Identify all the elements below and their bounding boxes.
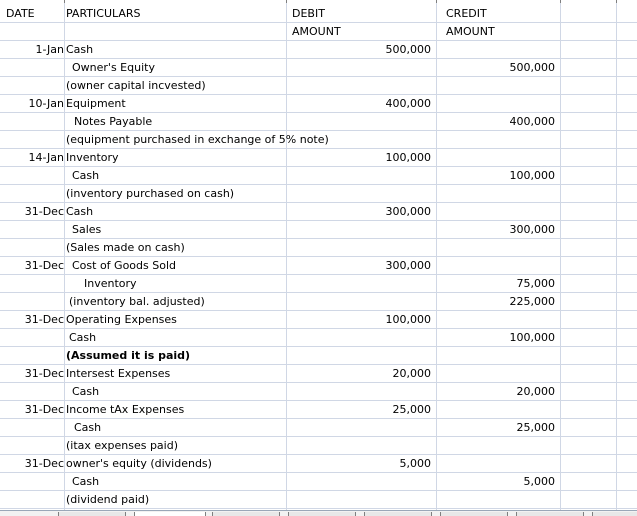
date-cell[interactable]: [0, 185, 64, 202]
debit-cell[interactable]: [288, 167, 431, 184]
column-header-edge: [286, 0, 287, 3]
date-cell[interactable]: [0, 167, 64, 184]
header-debit-amount[interactable]: AMOUNT: [292, 25, 341, 38]
credit-cell[interactable]: [440, 257, 555, 274]
journal-row[interactable]: [0, 149, 637, 167]
sheet-tab-bar: [0, 510, 637, 516]
debit-cell[interactable]: [288, 437, 431, 454]
column-header-edge: [616, 0, 617, 3]
particulars-cell[interactable]: (owner capital incvested): [66, 79, 206, 92]
date-cell[interactable]: 31-Dec: [24, 313, 64, 326]
header-row-sub[interactable]: [0, 23, 637, 41]
journal-row[interactable]: [0, 491, 637, 509]
journal-row[interactable]: [0, 365, 637, 383]
credit-cell[interactable]: [440, 491, 555, 508]
particulars-cell[interactable]: Cash: [72, 169, 100, 182]
particulars-cell[interactable]: Cash: [66, 43, 94, 56]
credit-cell[interactable]: [440, 455, 555, 472]
debit-cell[interactable]: [288, 419, 431, 436]
particulars-cell[interactable]: Cash: [74, 421, 102, 434]
credit-cell[interactable]: 100,000: [509, 331, 555, 344]
journal-row[interactable]: [0, 95, 637, 113]
credit-cell[interactable]: [440, 311, 555, 328]
debit-cell[interactable]: [288, 239, 431, 256]
credit-cell[interactable]: [440, 347, 555, 364]
particulars-cell[interactable]: Cost of Goods Sold: [72, 259, 176, 272]
credit-cell[interactable]: [440, 41, 555, 58]
debit-cell[interactable]: 25,000: [392, 403, 431, 416]
date-cell[interactable]: [0, 437, 64, 454]
credit-cell[interactable]: 100,000: [509, 169, 555, 182]
journal-row[interactable]: [0, 77, 637, 95]
credit-cell[interactable]: 500,000: [509, 61, 555, 74]
journal-row[interactable]: [0, 473, 637, 491]
journal-row[interactable]: [0, 437, 637, 455]
debit-cell[interactable]: [288, 185, 431, 202]
journal-row[interactable]: [0, 311, 637, 329]
journal-row[interactable]: [0, 455, 637, 473]
sheet-tab-active[interactable]: [134, 512, 206, 516]
date-cell[interactable]: [0, 293, 64, 310]
journal-row[interactable]: [0, 203, 637, 221]
credit-cell[interactable]: [440, 203, 555, 220]
debit-cell[interactable]: [288, 329, 431, 346]
date-cell[interactable]: [0, 239, 64, 256]
journal-row[interactable]: [0, 131, 637, 149]
date-cell[interactable]: [0, 419, 64, 436]
journal-row[interactable]: [0, 347, 637, 365]
sheet-tab[interactable]: [440, 512, 508, 516]
particulars-cell[interactable]: (Assumed it is paid): [66, 349, 191, 362]
sheet-tab[interactable]: [58, 512, 126, 516]
particulars-cell[interactable]: Cash: [72, 385, 100, 398]
journal-row[interactable]: [0, 293, 637, 311]
debit-cell[interactable]: 100,000: [385, 151, 431, 164]
debit-cell[interactable]: 400,000: [385, 97, 431, 110]
particulars-cell[interactable]: (inventory purchased on cash): [66, 187, 235, 200]
date-cell[interactable]: 14-Jan: [28, 151, 64, 164]
debit-cell[interactable]: 300,000: [385, 259, 431, 272]
credit-cell[interactable]: [440, 437, 555, 454]
journal-row[interactable]: [0, 275, 637, 293]
journal-row[interactable]: [0, 383, 637, 401]
particulars-cell[interactable]: Notes Payable: [74, 115, 153, 128]
date-cell[interactable]: [0, 131, 64, 148]
journal-row[interactable]: [0, 185, 637, 203]
debit-cell[interactable]: [288, 383, 431, 400]
date-cell[interactable]: [0, 329, 64, 346]
particulars-cell[interactable]: Intersest Expenses: [66, 367, 171, 380]
particulars-cell[interactable]: (equipment purchased in exchange of 5% note): [66, 133, 329, 146]
debit-cell[interactable]: [288, 347, 431, 364]
credit-cell[interactable]: 225,000: [509, 295, 555, 308]
journal-row[interactable]: [0, 221, 637, 239]
journal-row[interactable]: [0, 401, 637, 419]
date-cell[interactable]: [0, 383, 64, 400]
debit-cell[interactable]: 500,000: [385, 43, 431, 56]
credit-cell[interactable]: [440, 131, 555, 148]
particulars-cell[interactable]: (inventory bal. adjusted): [69, 295, 205, 308]
debit-cell[interactable]: 300,000: [385, 205, 431, 218]
particulars-cell[interactable]: Owner's Equity: [72, 61, 155, 74]
header-particulars[interactable]: PARTICULARS: [66, 7, 141, 20]
date-cell[interactable]: 31-Dec: [24, 259, 64, 272]
credit-cell[interactable]: [440, 239, 555, 256]
date-cell[interactable]: 31-Dec: [24, 403, 64, 416]
debit-cell[interactable]: [288, 131, 431, 148]
credit-cell[interactable]: [440, 185, 555, 202]
particulars-cell[interactable]: Operating Expenses: [66, 313, 177, 326]
credit-cell[interactable]: 300,000: [509, 223, 555, 236]
credit-cell[interactable]: 20,000: [516, 385, 555, 398]
particulars-cell[interactable]: Cash: [66, 205, 94, 218]
particulars-cell[interactable]: Inventory: [66, 151, 119, 164]
debit-cell[interactable]: [288, 275, 431, 292]
column-header-edge: [64, 0, 65, 3]
sheet-tab[interactable]: [364, 512, 432, 516]
journal-row[interactable]: [0, 329, 637, 347]
date-cell[interactable]: [0, 491, 64, 508]
particulars-cell[interactable]: owner's equity (dividends): [66, 457, 212, 470]
credit-cell[interactable]: [440, 365, 555, 382]
journal-row[interactable]: [0, 59, 637, 77]
credit-cell[interactable]: 400,000: [509, 115, 555, 128]
credit-cell[interactable]: [440, 401, 555, 418]
journal-row[interactable]: [0, 419, 637, 437]
credit-cell[interactable]: [440, 77, 555, 94]
header-credit-amount[interactable]: AMOUNT: [446, 25, 495, 38]
journal-row[interactable]: [0, 41, 637, 59]
date-cell[interactable]: [0, 347, 64, 364]
credit-cell[interactable]: [440, 149, 555, 166]
journal-row[interactable]: [0, 167, 637, 185]
particulars-cell[interactable]: Inventory: [84, 277, 137, 290]
particulars-cell[interactable]: Cash: [72, 475, 100, 488]
debit-cell[interactable]: [288, 491, 431, 508]
date-cell[interactable]: 31-Dec: [24, 457, 64, 470]
credit-cell[interactable]: 5,000: [523, 475, 555, 488]
debit-cell[interactable]: [288, 293, 431, 310]
journal-row[interactable]: [0, 239, 637, 257]
debit-cell[interactable]: [288, 113, 431, 130]
particulars-cell[interactable]: Income tAx Expenses: [66, 403, 185, 416]
sheet-tab[interactable]: [212, 512, 280, 516]
column-header-edge: [436, 0, 437, 3]
particulars-cell[interactable]: Sales: [72, 223, 102, 236]
sheet-tab[interactable]: [516, 512, 584, 516]
particulars-cell[interactable]: (Sales made on cash): [66, 241, 185, 254]
credit-cell[interactable]: 75,000: [516, 277, 555, 290]
date-cell[interactable]: [0, 473, 64, 490]
debit-cell[interactable]: [288, 59, 431, 76]
particulars-cell[interactable]: (itax expenses paid): [66, 439, 178, 452]
header-debit[interactable]: DEBIT: [292, 7, 325, 20]
journal-row[interactable]: [0, 257, 637, 275]
debit-cell[interactable]: 100,000: [385, 313, 431, 326]
date-cell[interactable]: [0, 113, 64, 130]
header-row[interactable]: [0, 5, 637, 23]
journal-row[interactable]: [0, 113, 637, 131]
date-cell[interactable]: 31-Dec: [24, 205, 64, 218]
header-date[interactable]: DATE: [6, 7, 35, 20]
date-cell[interactable]: [0, 77, 64, 94]
date-cell[interactable]: 31-Dec: [24, 367, 64, 380]
date-cell[interactable]: [0, 221, 64, 238]
date-cell[interactable]: [0, 275, 64, 292]
debit-cell[interactable]: [288, 221, 431, 238]
date-cell[interactable]: 10-Jan: [28, 97, 64, 110]
date-cell[interactable]: [0, 59, 64, 76]
debit-cell[interactable]: [288, 77, 431, 94]
header-credit[interactable]: CREDIT: [446, 7, 487, 20]
sheet-tab[interactable]: [288, 512, 356, 516]
date-cell[interactable]: 1-Jan: [35, 43, 64, 56]
column-header-edge: [560, 0, 561, 3]
particulars-cell[interactable]: (dividend paid): [66, 493, 150, 506]
particulars-cell[interactable]: Cash: [69, 331, 97, 344]
credit-cell[interactable]: 25,000: [516, 421, 555, 434]
debit-cell[interactable]: [288, 473, 431, 490]
debit-cell[interactable]: 5,000: [399, 457, 431, 470]
credit-cell[interactable]: [440, 95, 555, 112]
particulars-cell[interactable]: Equipment: [66, 97, 126, 110]
sheet-tab[interactable]: [592, 512, 637, 516]
debit-cell[interactable]: 20,000: [392, 367, 431, 380]
